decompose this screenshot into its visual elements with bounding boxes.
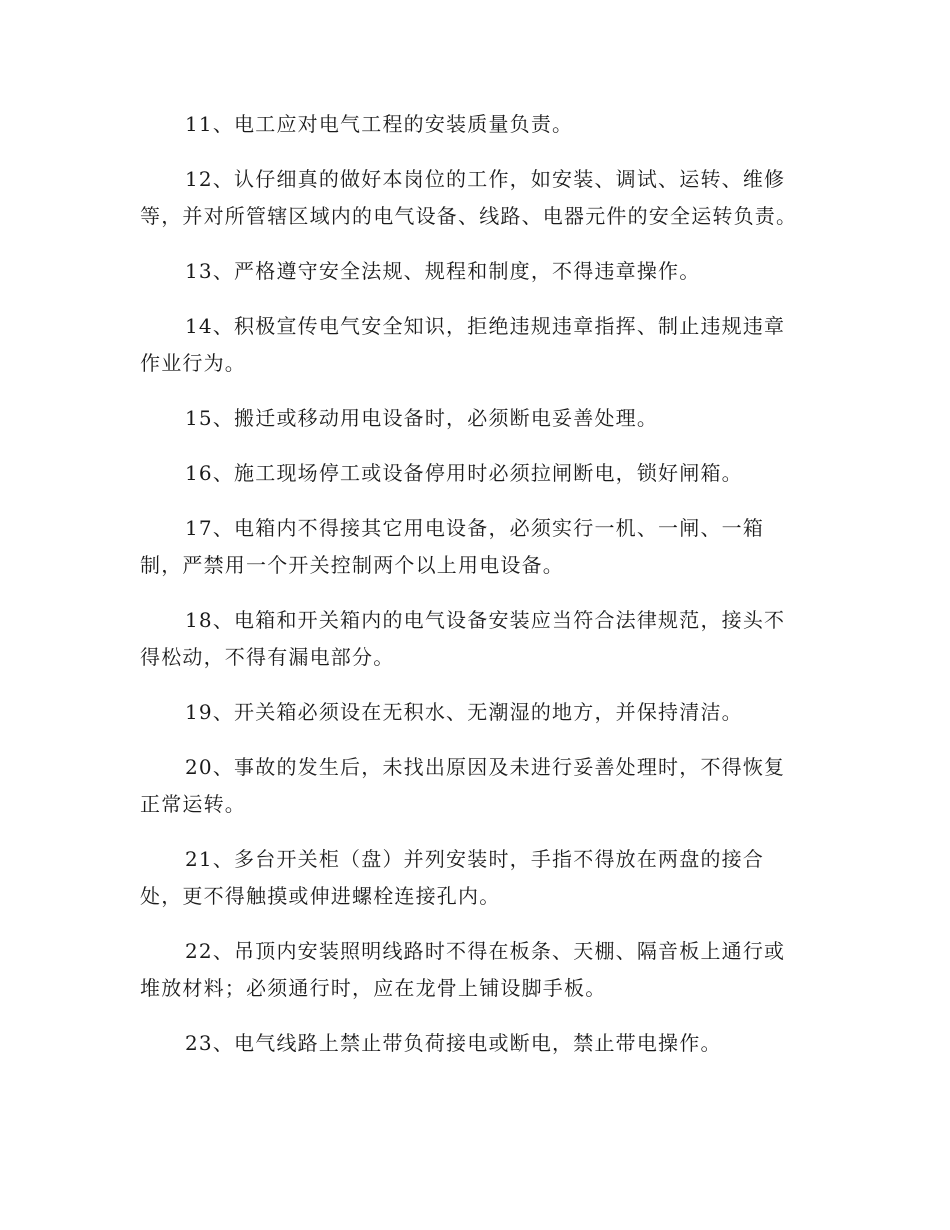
rule-paragraph-19: 19、开关箱必须设在无积水、无潮湿的地方，并保持清洁。: [185, 700, 743, 724]
rule-paragraph-17: 17、电箱内不得接其它用电设备，必须实行一机、一闸、一箱制，严禁用一个开关控制两个以上用电设备。: [140, 516, 765, 577]
rule-paragraph-14: 14、积极宣传电气安全知识，拒绝违规违章指挥、制止违规违章作业行为。: [140, 314, 786, 375]
rule-paragraph-18: 18、电箱和开关箱内的电气设备安装应当符合法律规范，接头不得松动，不得有漏电部分。: [140, 608, 786, 669]
rule-paragraph-23: 23、电气线路上禁止带负荷接电或断电，禁止带电操作。: [185, 1031, 722, 1055]
rule-paragraph-15: 15、搬迁或移动用电设备时，必须断电妥善处理。: [185, 406, 659, 430]
rule-paragraph-16: 16、施工现场停工或设备停用时必须拉闸断电，锁好闸箱。: [185, 461, 743, 485]
rule-paragraph-22: 22、吊顶内安装照明线路时不得在板条、天棚、隔音板上通行或堆放材料；必须通行时，应在龙骨上铺设脚手板。: [140, 939, 786, 1000]
rule-paragraph-11: 11、电工应对电气工程的安装质量负责。: [185, 112, 574, 136]
rule-paragraph-21: 21、多台开关柜（盘）并列安装时，手指不得放在两盘的接合处，更不得触摸或伸进螺栓连接孔内。: [140, 847, 765, 908]
rule-paragraph-12: 12、认仔细真的做好本岗位的工作，如安装、调试、运转、维修等，并对所管辖区域内的电气设备、线路、电器元件的安全运转负责。: [140, 167, 798, 228]
rule-paragraph-20: 20、事故的发生后，未找出原因及未进行妥善处理时，不得恢复正常运转。: [140, 755, 786, 816]
document-body: [140, 106, 800, 1080]
rule-paragraph-13: 13、严格遵守安全法规、规程和制度，不得违章操作。: [185, 259, 701, 283]
